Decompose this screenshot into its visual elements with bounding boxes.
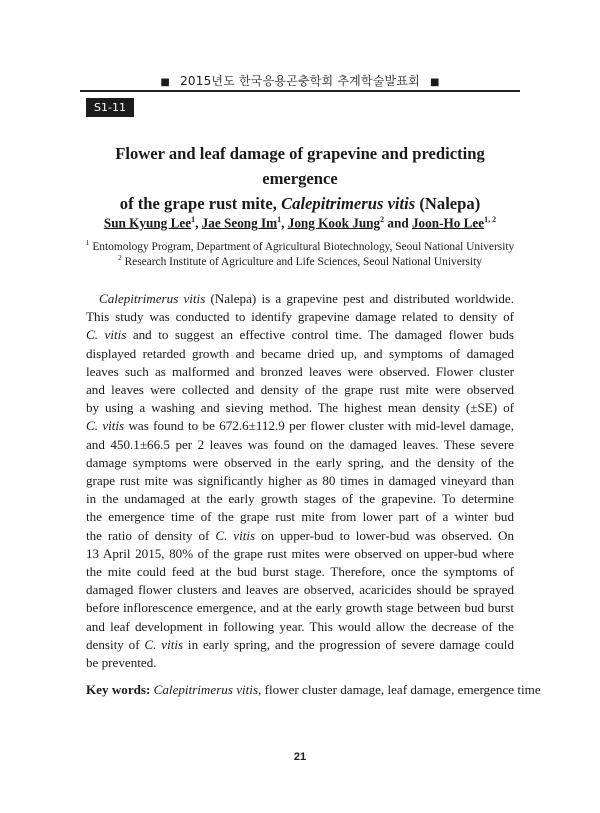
abstract-line <box>86 508 514 526</box>
author-affiliation-marker: 2 <box>380 215 385 224</box>
keywords-species: Calepitrimerus vitis <box>150 682 259 697</box>
abstract-text: the mite could feed at the bud burst stage. Therefore, once the symptoms of <box>86 564 514 580</box>
abstract-text: before inflorescence emergence, and at the early growth stage between bud burst <box>86 600 514 616</box>
header-bullet-left: ■ <box>160 77 171 88</box>
author-separator: , <box>195 215 202 231</box>
abstract-text: and leaves were collected and density of the grape rust mite were observed <box>86 382 514 398</box>
abstract-text: was found to be 672.6±112.9 per flower cluster with mid-level damage, <box>124 418 514 434</box>
affiliation-1-marker: 1 <box>85 238 90 247</box>
keywords-list: , flower cluster damage, leaf damage, emergence time <box>258 682 541 697</box>
abstract-text: 13 April 2015, 80% of the grape rust mites were observed on upper-bud where <box>86 545 514 561</box>
page-number: 21 <box>293 751 307 763</box>
author-affiliation-marker: 1, 2 <box>484 215 497 224</box>
abstract-line <box>86 290 514 308</box>
abstract-line <box>86 654 514 672</box>
abstract-line <box>86 363 514 381</box>
abstract-body <box>86 290 514 672</box>
keywords <box>86 681 541 699</box>
author-separator: , <box>281 215 288 231</box>
abstract-text: grape rust mite was significantly higher as 80 times in damaged vineyard than <box>86 473 514 489</box>
abstract-text: (Nalepa) is a grapevine pest and distributed worldwide. <box>205 291 514 306</box>
abstract-text: damaged flower clusters and leaves are observed, acaricides should be sprayed <box>86 582 514 598</box>
author-separator: and <box>384 215 412 231</box>
abstract-text: in early spring, and the progression of severe damage could <box>183 636 514 652</box>
abstract-text: damage symptoms were observed in the early spring, and the density of the <box>86 454 514 470</box>
species-name: C. vitis <box>86 418 125 434</box>
affiliation-1-text: Entomology Program, Department of Agricultural Biotechnology, Seoul National University <box>89 240 515 253</box>
abstract-line <box>86 308 514 326</box>
abstract-line <box>86 581 514 599</box>
abstract-line <box>86 326 514 344</box>
affiliation-2-text: Research Institute of Agriculture and Life Sciences, Seoul National University <box>121 255 483 268</box>
abstract-line <box>86 381 514 399</box>
title-suffix: (Nalepa) <box>415 194 481 213</box>
abstract-line <box>86 490 514 508</box>
title-line-1: Flower and leaf damage of grapevine and predicting emergence <box>115 144 485 188</box>
abstract-line <box>86 417 514 435</box>
abstract-line <box>86 545 514 563</box>
abstract-line <box>86 527 514 545</box>
abstract-line <box>86 472 514 490</box>
abstract-text: and to suggest an effective control time. The damaged flower buds <box>126 327 514 343</box>
abstract-text: be prevented. <box>86 655 157 671</box>
abstract-text: in the undamaged at the early growth stages of the grapevine. To determine <box>86 491 514 507</box>
header-bullet-right: ■ <box>429 77 440 88</box>
abstract-text: leaves such as malformed and bronzed leaves were observed. Flower cluster <box>86 363 514 379</box>
title-species: Calepitrimerus vitis <box>281 194 416 213</box>
author-name: Sun Kyung Lee <box>103 215 192 231</box>
species-name: C. vitis <box>86 327 127 343</box>
author-affiliation-marker: 1 <box>191 215 196 224</box>
abstract-text: displayed retarded growth and became dried up, and symptoms of damaged <box>86 345 514 361</box>
affiliation-2-marker: 2 <box>117 253 122 262</box>
header-rule <box>80 90 520 92</box>
author-list <box>80 211 520 232</box>
abstract-line <box>86 599 514 617</box>
session-code-badge: S1-11 <box>86 98 134 117</box>
abstract-line <box>86 436 514 454</box>
author-name: Joon-Ho Lee <box>411 215 485 231</box>
abstract-text: and leaf development in following year. This would allow the decrease of the <box>86 618 514 634</box>
keywords-label: Key words: <box>86 682 151 697</box>
author-name: Jong Kook Jung <box>287 215 381 231</box>
abstract-line <box>86 454 514 472</box>
abstract-line <box>86 618 514 636</box>
abstract-line <box>86 345 514 363</box>
author-name: Jae Seong Im <box>201 215 278 231</box>
abstract-text: This study was conducted to identify grapevine damage related to density of <box>86 309 514 325</box>
species-name: C. vitis <box>215 527 256 543</box>
conference-header <box>80 72 520 89</box>
species-name: C. vitis <box>144 636 184 652</box>
affiliation-2 <box>80 250 520 270</box>
author-affiliation-marker: 1 <box>277 215 282 224</box>
abstract-text: the ratio of density of <box>86 527 216 543</box>
conference-name: 2015년도 한국응용곤충학회 추계학술발표회 <box>180 74 420 88</box>
abstract-text: the emergence time of the grape rust mite from lower part of a winter bud <box>86 509 514 525</box>
title-prefix: of the grape rust mite, <box>119 194 282 213</box>
abstract-line <box>86 399 514 417</box>
abstract-text: density of <box>86 636 145 652</box>
abstract-text: and 450.1±66.5 per 2 leaves was found on the damaged leaves. These severe <box>86 436 514 452</box>
abstract-text: on upper-bud to lower-bud was observed. On <box>255 527 515 543</box>
abstract-text: by using a washing and sieving method. The highest mean density (±SE) of <box>86 400 514 416</box>
abstract-line <box>86 563 514 581</box>
abstract-line <box>86 636 514 654</box>
paper-title <box>78 141 522 216</box>
species-name: Calepitrimerus vitis <box>99 291 206 306</box>
